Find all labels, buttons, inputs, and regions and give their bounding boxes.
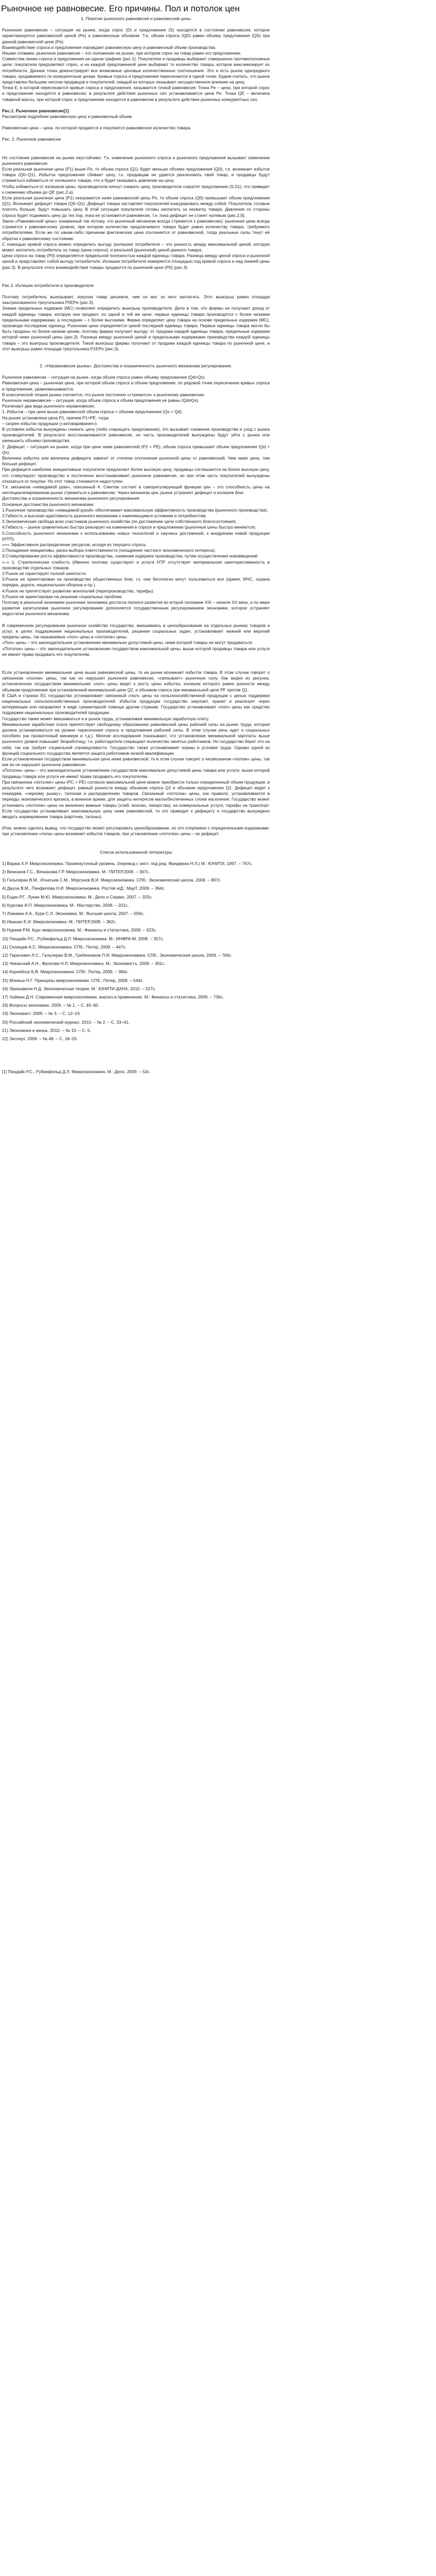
paragraph: С помощью кривой спроса можно определить выгоду (излишек) потребителя – это разность между максимальной ценой, которую может заплатить потребитель за товар (цена спроса), и реальной (рыночной) ценой данного товара. bbox=[2, 241, 270, 252]
reference-item: 14) Корнейчук Б.В. Микроэкономика. СПб.: Питер, 2009. – 384с. bbox=[2, 969, 129, 975]
paragraph: Рыночное равновесие – ситуация на рынке, когда объем спроса равен объему предложения (Qd=Qs). bbox=[2, 375, 206, 380]
spacer bbox=[2, 103, 270, 108]
spacer bbox=[2, 617, 270, 623]
paragraph: Если реальная рыночная цена (P1) выше Pe, то объем спроса (Q1) будет меньше объема предложения (Q0), т.е. возникает избыток товара (Q0–Q1). Избыток предложения сбивает цену, т.к. продавцам не удается реализовать свой товар, и продавцы будут стремиться избавиться от излишнего товара, что и будет оказывать давление на цену. bbox=[2, 166, 270, 183]
paragraph: «Потолок» цены – это законодательное установление государством максимальной цены, выше которой продавцы товара или услуги не имеют права продавать его покупателям. bbox=[2, 646, 270, 657]
paragraph: В классической теории рынка считается, что рынок постоянно «стремится» к рыночному равновесию. bbox=[2, 392, 205, 397]
reference-item: 13) Чеканский А.Н., Фролова Н.Л. Микроэкономика. М.: Экономистъ, 2009. – 301с. bbox=[2, 961, 166, 967]
paragraph: 2.Поощрение инициативы, риска выбора ответственности (поощрение частного экономического интереса). bbox=[2, 548, 216, 553]
paragraph: В условиях избытка вынуждены снижать цену (либо сокращать предложение), это вызывает снижение производства и уход с рынка производителей. В результате восстанавливается равновесие, но часть производителей вынуждены будут уйти с рынка или уменьшить объемы производства. bbox=[2, 426, 270, 444]
paragraph: В США и странах ЕС государство устанавливает связанный «пол» цены на сельскохозяйственной продукции с целью поддержки национальных сельскохозяйственных производителей. Избыток продукции государство закупает, хранит и реализует через интервенции или направляет в виде гуманитарной помощи другим странам. Государство устанавливает «пол» цены как средство поддержки национальных производителей продукции. bbox=[2, 692, 270, 716]
paragraph: Взаимодействие спроса и предложения порождает равновесную цену и равновесный объем производства. bbox=[2, 44, 216, 50]
reference-item: 6) Курсова И.П. Микроэкономика. М.: Мастерство, 2008. – 201с. bbox=[2, 902, 129, 908]
spacer bbox=[2, 837, 270, 850]
paragraph: 1.Рыночное производство «невидимой рукой» обеспечивает максимальную эффективность производства (рыночного производства). bbox=[2, 507, 268, 513]
paragraph: 4.Рынок не препятствует развитию монополий (перепроизводство, тарифы). bbox=[2, 588, 154, 594]
reference-item: 8) Ивашко Е.И. Микроэкономика. М.: ПИТЕР,2008. – 362с. bbox=[2, 919, 117, 925]
paragraph: Различают два вида рыночного неравновесия: bbox=[2, 403, 95, 409]
reference-item: 19) Экономист. 2009. – № 3. – С. 12–24. bbox=[2, 1011, 81, 1016]
spacer bbox=[2, 289, 270, 294]
page-title: Рыночное не равновесие. Его причины. Пол и потолок цен bbox=[1, 4, 240, 13]
spacer bbox=[2, 270, 270, 283]
spacer bbox=[2, 1044, 270, 1069]
spacer bbox=[2, 855, 270, 861]
reference-item: 10) Пиндайк Р.С., Рубинфельд Д.Л. Микроэкономика. М.: ИНФРА-М, 2008. – 357с. bbox=[2, 936, 164, 941]
paragraph: Т.е. механизм «невидимой руки», описанный А. Смитом состоит в саморегулирующей функции цен – это способность цены на неспециализированном рынке стремиться к равновесию. Через механизм цен, рынок устраняет дефицит и излишек благ. bbox=[2, 484, 270, 496]
reference-item: 15) Мэнкью Н.Г. Принципы микроэкономики. СПб.: Питер, 2008. – 544с. bbox=[2, 977, 144, 983]
paragraph: «–» 1. Стратегическая слабость (Именно поэтому существуют и услуги НТР отсутствует материальная заинтересованность в производстве отдельных товаров. bbox=[2, 559, 270, 570]
spacer bbox=[2, 131, 270, 137]
reference-item: 18) Вопросы экономики. 2009. – № 1. – С. 45–60. bbox=[2, 1003, 99, 1008]
paragraph: Минимальная заработная плата препятствует свободному образованию равновесной цены рабочей силы на рынке труда, которая должна устанавливаться на уровне пересечения спроса и предложения рабочей силы. В этом случае речь идет о социальных пособиях (на прожиточный минимум и т.д.). Многие исследования показывают, что установление минимальной зарплаты выше рыночного уровня повышает безработицу, т.е. работодатели сокращают количество занятых работников. Но государство берет это на себя, так как требует социальной справедливости. Государство также устанавливает нормы и условия труда. Однако одной из функций социального государства является защита работников низкой квалификации. bbox=[2, 721, 270, 756]
reference-item: 3) Гальперин В.М., Игнатьев С.М., Моргунов В.И. Микроэкономика. СПб.: Экономическая школа, 2008. – 897с. bbox=[2, 877, 222, 883]
section-heading: Список использованной литературы bbox=[99, 849, 172, 855]
reference-item: 5) Ещин Р.Г., Лукин М.Ю. Микроэкономика. М.: Дело и Сервис, 2007. – 325с. bbox=[2, 894, 153, 900]
paragraph: Достоинства и ограниченность механизма рыночного регулирования. bbox=[2, 496, 141, 501]
reference-item: 4) Джуха В.М., Панфилова Н.И. Микроэкономика. Ростов н/Д.: МарТ, 2009. – 364с. bbox=[2, 886, 166, 891]
paragraph: Рассмотрим подробнее равновесную цену и равновесный объем. bbox=[2, 114, 133, 120]
spacer bbox=[2, 358, 270, 363]
reference-item: 11) Селищев А.С. Микроэкономика. СПб.: Питер, 2009. – 447с. bbox=[2, 944, 127, 950]
reference-item: 7) Ломакин К.А., Бурк С.Л. Экономика. М.: Высшая школа, 2007. – 556с. bbox=[2, 911, 145, 917]
reference-item: 22) Эксперт. 2009. – № 48. – С. 18–26. bbox=[2, 1036, 78, 1042]
spacer bbox=[2, 143, 270, 155]
paragraph: В современном регулировании рыночное хозяйство государство, вмешиваясь в ценообразование на отдельных рынках товаров и услуг, в целях поддержания национальных производителей, решения социальных задач, устанавливает нижний или верхний пределы цены, так называемые «пол» цены и «потолок» цены. bbox=[2, 622, 270, 640]
paragraph: Цена спроса на товар (P0) определяется предельной полезностью каждой единицы товара. Разница между ценой спроса и рыночной ценой и представляет собой выгоду потребителя. Излишек потребителя измеряется площадью под кривой спроса и над линией цены (рис.3). В результате этого взаимодействия товары продаются по рыночной цене (P0) (рис.3). bbox=[2, 253, 270, 270]
reference-item: 1) Варма Х.Р. Микроэкономика. Промежуточный уровень. (перевод с англ. под ред. Фридмана Н.Л.) М.: ЮНИТИ, 1997. – 767с. bbox=[2, 860, 253, 866]
section-heading: 1. Понятие рыночного равновесия и равновесной цены bbox=[81, 16, 191, 21]
paragraph: 2.Гибкость и высокая адаптивность рыночного механизма к изменяющимся условиям и потребностям. bbox=[2, 513, 207, 519]
paragraph: – скорее избыток продукции («затоваривание»). bbox=[2, 420, 98, 426]
paragraph: Равновесная цена – цена, по которой продается и покупается равновесное количество товара. bbox=[2, 125, 191, 131]
paragraph: Чтобы избавиться от излишков цены, производители начнут снижать цену, производители сократят предложение (S,S1), что приведет к снижению объема до QE (рис.2,а). bbox=[2, 183, 270, 195]
reference-item: 20) Российский экономический журнал. 2010. – № 2. – С. 33–41. bbox=[2, 1019, 130, 1025]
paragraph: 2. Дефицит – ситуация на рынке, когда при цене ниже равновесной (P2 < PE), объем спроса превышает объем предложения (Qd > Qs). bbox=[2, 444, 270, 455]
references-list bbox=[2, 861, 270, 1042]
paragraph: Величина избытка или величина дефицита зависит от степени отклонения рыночной цены от равновесной. Чем ниже цена, тем больше дефицит. bbox=[2, 455, 270, 467]
figure-caption: Рис. 2. Рыночное равновесие bbox=[2, 137, 61, 142]
page bbox=[0, 0, 436, 1075]
spacer bbox=[2, 22, 270, 27]
paragraph: Если установленная государством минимальная цена ниже равновесной, то в этом случае говорят о несвязанном «полом» цены, так как он не нарушает рыночное равновесие. bbox=[2, 756, 270, 768]
paragraph: Поэтому потребитель выигрывает, покупая товар дешевле, чем он мог за него заплатить. Этот выигрыш равен площади заштрихованного треугольника P0EPe (рис.3). bbox=[2, 294, 270, 306]
paragraph: «Потолок» цены – это законодательное установление государством максимально допустимой цены товара или услуги, выше которой продавцы товара или услуги не имеют права продавать его покупателям. bbox=[2, 768, 270, 779]
spacer bbox=[2, 369, 270, 375]
paragraph: При дефиците наиболее инициативные покупатели предлагают более высокую цену, продавцы соглашаются на более высокую цену, что стимулирует производство и постепенно восстанавливает рыночное равновесие, но при этом часть покупателей вынуждены отказаться от покупки. Но этот товар становится недоступен. bbox=[2, 467, 270, 484]
footnote: [1] Пиндайк Р.С., Рубинфельд Д.Л. Микроэкономика. М.: Дело, 2009. – 53с. bbox=[2, 1069, 151, 1075]
reference-item: 12) Тарасевич Л.С., Гальперин В.М., Гребенников П.И. Микроэкономика. СПб.: Экономическая школа, 2009. – 784с. bbox=[2, 953, 233, 958]
reference-item: 9) Нуреев Р.М. Курс микроэкономики. М.: Финансы и статистика, 2008. – 623с. bbox=[2, 927, 157, 933]
paragraph: Знание предельных издержек (MC) позволяет определить выигрыш производителя. Дело в том, что фирмы не получают доход от каждой единицы товара, которую они продают, по одной и той же цене: первые единицы товара производятся с более низкими предельными издержками, а последние – с более высокими. Фирма определяет цену товара на основе предельных издержек (MC), производя последнюю единицу. Рыночная цена определяется ценой последней единицы товара. Первые единицы товара могли бы быть проданы по более низким ценам, поэтому фирма получает выгоду: от продажи каждой единицы товара, предельные издержки которой ниже рыночной цены (рис.3). Разница между рыночной ценой и предельными издержками производства каждой единицы товара – это выигрыш производителя. Такой выигрыш фирмы получают от продажи каждой единицы товара по рыночной цене, и этот выигрыш равен площади треугольника P1EPe (рис.3). bbox=[2, 306, 270, 351]
paragraph: 5.Способность рыночного механизма к использованию новых технологий и научных достижений, к внедрению новой продукции (НТП). bbox=[2, 530, 270, 541]
paragraph: 1. Избыток – при цене выше равновесной объем спроса < объема предложения (Qs > Qd). bbox=[2, 409, 183, 415]
paragraph: Рыночное равновесие – ситуация на рынке, когда спрос (D) и предложение (S) находятся в состоянии равновесия, которое характеризуется равновесной ценой (Pe) и равновесным объемом. Т.е. объем спроса (QD) равен объему предложения (QS) при данной равновесной цене (Pe). bbox=[2, 27, 270, 44]
paragraph: «Пол» цены – это законодательное установление минимально допустимой цены, ниже которой товары не могут продаваться. bbox=[2, 640, 253, 646]
paragraph: При связанном «потолке» цены (PC < PE) согласно максимальной цене можно приобрести только определенный объем продукции, в результате чего возникает дефицит, равный разности между объемом спроса Q2 и объемом предложения Q1. Дефицит ведет к очередям, «черному рынку», талонам и распределению товаров. Связанный «потолок» цены, как правило, устанавливается в периоды экономического кризиса, в военное время, для защиты интересов малообеспеченных слоев населения. Государство может установить «потолок» цены на жизненно важные товары (хлеб, молоко, лекарства), на коммунальные услуги, тарифы на транспорт. Если государство устанавливает максимальную цену ниже равновесной, то это приводит к дефициту и государство вынуждено вводить нормирование товара (карточки, талоны). bbox=[2, 779, 270, 819]
spacer bbox=[2, 657, 270, 670]
paragraph: 2.Рынок не гарантирует полной занятости. bbox=[2, 571, 87, 577]
section-heading: 2. «Неравновесие рынка». Достоинства и ограниченность рыночного механизма регулирования. bbox=[40, 363, 232, 368]
paragraph: 4.Гибкость – рынок сравнительно быстро реагирует на изменения в спросе и предложении (рыночные цены быстро меняются). bbox=[2, 524, 256, 530]
paragraph: Точка Е, в которой пересекаются кривые спроса и предложения, называется точкой равновесия. Точка Pe – цена, при которой спрос и предложение находятся в равновесии; в результате действия рыночных сил устанавливается цена Pe. Точка QE – величина товарной массы, при которой спрос и предложение находятся в равновесии в результате действия рыночных конкурентных сил. bbox=[2, 85, 270, 102]
paragraph: Рыночное неравновесие – ситуация, когда объем спроса и объем предложения не равны (Qd≠Qs). bbox=[2, 397, 199, 403]
paragraph: Равновесная цена – рыночная цена, при которой объем спроса и объем предложения, по рядовой точке пересечения кривых спроса и предложения, уравновешиваются. bbox=[2, 380, 270, 392]
reference-item: 2) Вечканов Г.С., Вечканова Г.Р. Микроэкономика. М.: ПИТЕР,2008. – 367с. bbox=[2, 869, 150, 874]
paragraph: Закон «Равновесной цены» (названный так потому, что рыночный механизм всегда стремится к равновесию): рыночная цена всегда стремится к равновесному уровню, при котором количество предлагаемого товара будет равно количеству товара, требуемого потребителями. Если же по каким-либо причинам фактическая цена отклоняется от равновесной, тогда реальные силы тянут её обратно к равновесному состоянию. bbox=[2, 218, 270, 241]
paragraph: Если установленная минимальная цена выше равновесной цены, то на рынке возникает избыток товара. В этом случае говорят о связанном «полом» цены, так как он нарушает рыночное равновесие, «связывает» рыночную силу. Как видно из рисунка, установленная государством минимальная «пол» цены ведет к росту цены избытка, излишек которого равен разности между объемом предложения при установленной минимальной цене Q2, и объемом спроса при минимальной цене PF против Q1. bbox=[2, 669, 270, 692]
reference-item: 17) Хайман Д.Н. Современная микроэкономика: анализ и применение. М.: Финансы и статистика, 2009. – 736с. bbox=[2, 994, 224, 1000]
paragraph: 5.Рынок не ориентирован на решение социальных проблем. bbox=[2, 594, 123, 599]
paragraph: Государство также может вмешиваться и в рынок труда, устанавливая минимальную заработную плату. bbox=[2, 716, 210, 721]
figure-caption: Рис.3. Излишек потребителя и производителя bbox=[2, 282, 94, 288]
paragraph: Поэтому в реальной экономике рыночная экономика достигла полного развития во второй половине XIX – начале XX века, а по мере развития капитализма рыночное регулирование дополняется государственным регулированием экономики, которое устраняет недостатки рыночного механизма. bbox=[2, 600, 270, 617]
reference-item: 16) Эриашвили Н.Д. Экономическая теория. М.: ЮНИТИ-ДАНА, 2010. – 527с. bbox=[2, 986, 156, 991]
paragraph: Если реальная рыночная цена (P1) оказывается ниже равновесной цены Pe, то объем спроса (Q0) превышает объем предложения (Q1). Возникает дефицит товара (Q0–Q1). Дефицит товара заставляет покупателей конкурировать между собой. Покупатели, готовые платить больше, будут повышать цену. В этой ситуации покупатели готовы заплатить за нехватку товара. Давление со стороны спроса будет поднимать цену до тех пор, пока не установится равновесие, т.е. пока дефицит не станет нулевым (рис.2,б). bbox=[2, 195, 270, 218]
paragraph: На рынке установлена цена P1, причем P1>PE, тогда bbox=[2, 415, 109, 420]
article-body bbox=[0, 16, 270, 1075]
paragraph: Иными словами, рыночное равновесие – это положение на рынке, при котором спрос на товар равен его предложению. bbox=[2, 50, 242, 56]
paragraph: Основные достоинства рыночного механизма: bbox=[2, 501, 95, 507]
spacer bbox=[2, 352, 270, 358]
paragraph: 3.Экономическая свобода всех участников рыночного хозяйства (по достижению цели собственного благосостояния). bbox=[2, 519, 237, 524]
paragraph: 3.Рынок не ориентирован на производство общественных благ, т.к. они бесплатно могут пользоваться все (армия, МЧС, охрана порядка, дороги, национальная оборона и пр.). bbox=[2, 577, 270, 588]
figure-caption: Рис.1. Рыночное равновесие[1] bbox=[2, 108, 69, 113]
paragraph: «+» Эффективное распределение ресурсов, исходя из текущего спроса. bbox=[2, 542, 147, 548]
spacer bbox=[2, 120, 270, 125]
paragraph: Но состояние равновесия на рынке неустойчиво. Т.к. изменение рыночного спроса и рыночного предложения вызывает изменение рыночного равновесия. bbox=[2, 155, 270, 166]
paragraph: 3.Стимулирование роста эффективности производства, снижение издержек производства, путем осуществления нововведений. bbox=[2, 553, 259, 559]
paragraph: Совместим линии спроса и предложения на одном графике (рис.1). Покупатели и продавцы выбирают совершенно противоположные цели: покупатели предъявляют спрос, и на каждой предложенной цене выбирают то количество товара, которое максимизирует их потребности. Данная точка демонстрирует все возможные ценовые количественные соотношения. Это и есть рынок однородного товара, продаваемого по конкурентным ценам. Кривые спроса и предложения пересекаются в одной точке. Будем считать, что рынок представлен большим числом продавцов и покупателей, каждый из которых оказывает несущественное влияние на цену. bbox=[2, 56, 270, 85]
paragraph: Итак, можно сделать вывод, что государство может регулировать ценообразование, но это сопряжено с определенными издержками: при установлении «пола» цены возникает избыток товаров, при установлении «потолка» цены – их дефицит. bbox=[2, 825, 270, 837]
reference-item: 21) Экономика и жизнь. 2010. – № 10. – С. 5. bbox=[2, 1027, 91, 1033]
spacer bbox=[2, 820, 270, 825]
